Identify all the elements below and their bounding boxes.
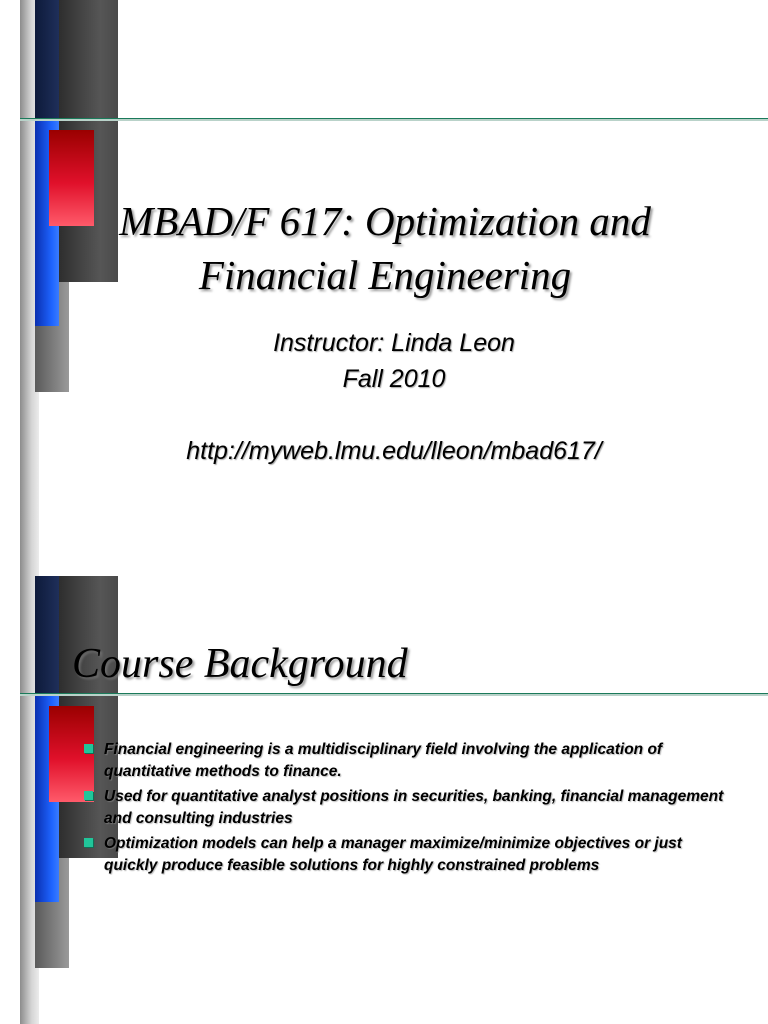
bullet-text: Optimization models can help a manager maximize/minimize objectives or just quickly produce feasible solutions for highly constrained problems <box>104 835 682 874</box>
bullet-text: Used for quantitative analyst positions in securities, banking, financial management and consulting industries <box>104 788 724 827</box>
list-item <box>84 739 724 783</box>
title-rule <box>20 118 768 121</box>
list-item <box>84 786 724 830</box>
instructor-text: Instructor: Linda Leon <box>273 329 515 357</box>
slide-title: Course Background <box>72 641 408 687</box>
slide-title-line2: Financial Engineering <box>198 252 572 298</box>
square-bullet-icon <box>84 791 93 800</box>
title-rule <box>20 693 768 696</box>
square-bullet-icon <box>84 744 93 753</box>
bullet-text: Financial engineering is a multidisciplinary field involving the application of quantitative methods to finance. <box>104 741 663 780</box>
slide-title-line1: MBAD/F 617: Optimization and <box>119 198 651 244</box>
course-url: http://myweb.lmu.edu/lleon/mbad617/ <box>186 437 602 465</box>
bullet-list <box>84 739 724 880</box>
term-text: Fall 2010 <box>342 365 446 393</box>
list-item <box>84 833 724 877</box>
content-slide <box>0 576 768 1024</box>
decorative-bar-navy <box>35 576 59 696</box>
square-bullet-icon <box>84 838 93 847</box>
slide-title <box>40 194 730 302</box>
decorative-bar-navy <box>35 0 59 120</box>
